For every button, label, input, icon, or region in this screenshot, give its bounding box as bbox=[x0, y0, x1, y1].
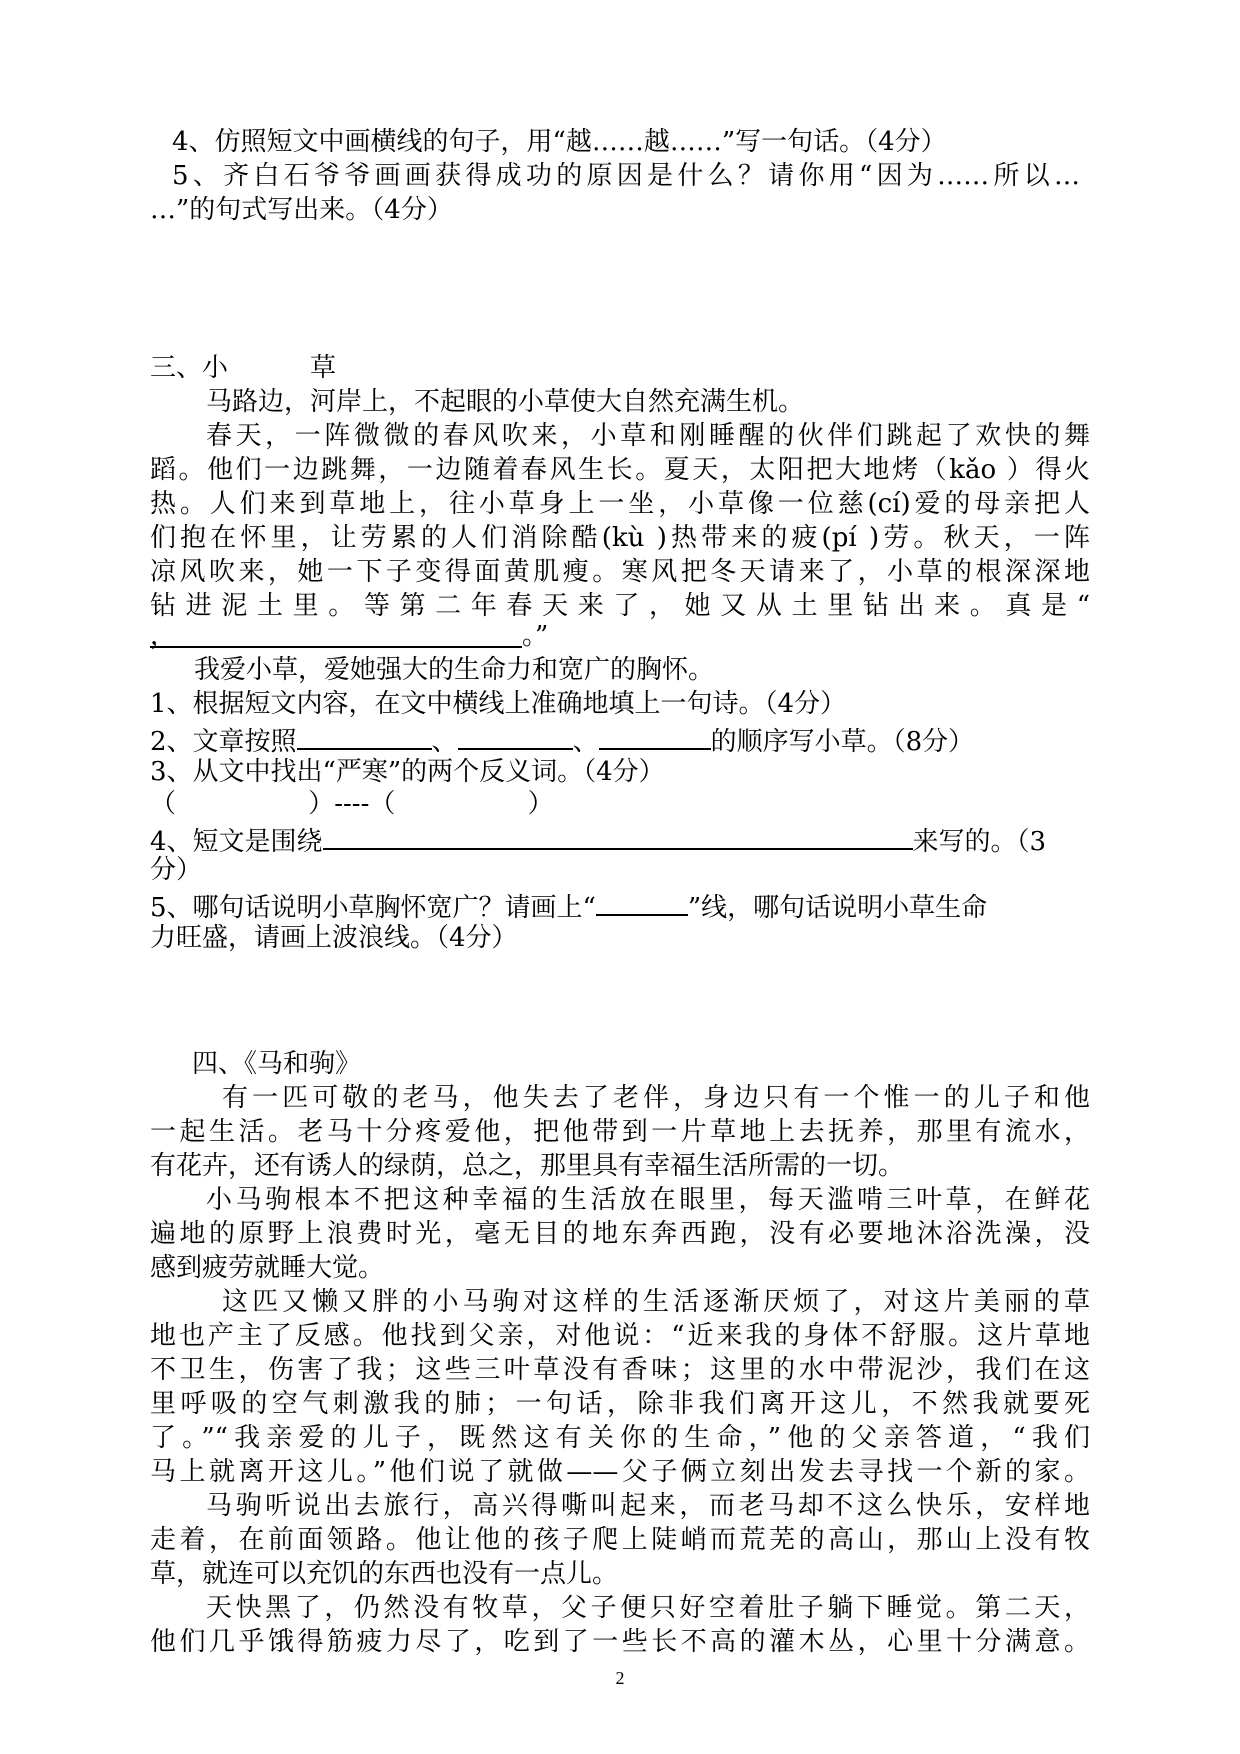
s4-p4-line1: 马驹听说出去旅行，高兴得嘶叫起来，而老马却不这么快乐，安样地 bbox=[206, 1491, 1090, 1521]
s3-p2-line2: 蹈。他们一边跳舞，一边随着春风生长。夏天，太阳把大地烤（kǎo ）得火 bbox=[150, 455, 1090, 485]
s3-question-3: 3、从文中找出“严寒”的两个反义词。（4分） bbox=[150, 757, 665, 787]
s3-heading-part2: 草 bbox=[310, 353, 337, 383]
s4-p3-line1: 这匹又懒又胖的小马驹对这样的生活逐渐厌烦了，对这片美丽的草 bbox=[222, 1287, 1090, 1317]
s4-p5-line1: 天快黑了，仍然没有牧草，父子便只好空着肚子躺下睡觉。第二天， bbox=[206, 1593, 1090, 1623]
s3-question-4-wrap: 分） bbox=[150, 855, 203, 885]
s2-question-5-line1: 5、齐白石爷爷画画获得成功的原因是什么？请你用“因为……所以… bbox=[172, 161, 1080, 191]
s4-p3-line5: 了。”“我亲爱的儿子，既然这有关你的生命，”他的父亲答道，“我们 bbox=[150, 1423, 1090, 1453]
s2-question-5-line2: …”的句式写出来。（4分） bbox=[150, 195, 453, 225]
s4-p3-line3: 不卫生，伤害了我；这些三叶草没有香味；这里的水中带泥沙，我们在这 bbox=[150, 1355, 1090, 1385]
q4-prefix: 4、短文是围绕 bbox=[150, 827, 323, 857]
s4-p4-line2: 走着，在前面领路。他让他的孩子爬上陡峭而荒芜的高山，那山上没有牧 bbox=[150, 1525, 1090, 1555]
s2-question-4: 4、仿照短文中画横线的句子，用“越……越……”写一句话。（4分） bbox=[172, 127, 947, 157]
s3-p2-line1: 春天，一阵微微的春风吹来，小草和刚睡醒的伙伴们跳起了欢快的舞 bbox=[206, 421, 1090, 451]
q2-suffix: 的顺序写小草。（8分） bbox=[710, 727, 975, 757]
s3-p2-line5: 凉风吹来，她一下子变得面黄肌瘦。寒风把冬天请来了，小草的根深深地 bbox=[150, 557, 1090, 587]
q2-separator-2: 、 bbox=[572, 727, 599, 757]
s4-p3-line6: 马上就离开这儿。”他们说了就做——父子俩立刻出发去寻找一个新的家。 bbox=[150, 1457, 1090, 1487]
s3-question-4 bbox=[150, 822, 1046, 858]
s4-p2-line1: 小马驹根本不把这种幸福的生活放在眼里，每天滥啃三叶草，在鲜花 bbox=[206, 1185, 1090, 1215]
s3-heading-part1: 三、小 bbox=[150, 353, 229, 383]
s3-heading bbox=[150, 352, 336, 384]
s4-p2-line3: 感到疲劳就睡大觉。 bbox=[150, 1253, 385, 1283]
q5-suffix: ”线，哪句话说明小草生命 bbox=[687, 893, 988, 923]
q5-prefix: 5、哪句话说明小草胸怀宽广？请画上“ bbox=[150, 893, 596, 923]
q2-blank-1[interactable] bbox=[297, 722, 432, 750]
q4-blank[interactable] bbox=[323, 822, 913, 850]
s3-p2-line6: 钻进泥土里。等第二年春天来了，她又从土里钻出来。真是“ bbox=[150, 591, 1090, 621]
s4-p5-line2: 他们几乎饿得筋疲力尽了，吃到了一些长不高的灌木丛，心里十分满意。 bbox=[150, 1627, 1090, 1657]
s4-heading: 四、《马和驹》 bbox=[192, 1049, 362, 1079]
page-number: 2 bbox=[615, 1668, 625, 1688]
s3-p2-line4: 们抱在怀里，让劳累的人们消除酷(kù )热带来的疲(pí )劳。秋天，一阵 bbox=[150, 523, 1090, 553]
s3-question-5-line2: 力旺盛，请画上波浪线。（4分） bbox=[150, 923, 518, 953]
s3-question-5-line1 bbox=[150, 888, 987, 924]
s3-question-3-blanks[interactable]: （ ）----（ ） bbox=[150, 789, 554, 819]
s3-p2-line7 bbox=[150, 620, 548, 652]
poem-blank-comma: ， bbox=[150, 621, 177, 651]
s3-question-2 bbox=[150, 722, 974, 758]
q2-blank-2[interactable] bbox=[458, 722, 573, 750]
q4-suffix: 来写的。（3 bbox=[912, 827, 1047, 857]
s4-p2-line2: 遍地的原野上浪费时光，毫无目的地东奔西跑，没有必要地沐浴洗澡，没 bbox=[150, 1219, 1090, 1249]
poem-blank-end: 。” bbox=[522, 621, 549, 651]
s3-p2-line3: 热。人们来到草地上，往小草身上一坐，小草像一位慈(cí)爱的母亲把人 bbox=[150, 489, 1090, 519]
q2-prefix: 2、文章按照 bbox=[150, 727, 297, 757]
s3-paragraph-3: 我爱小草，爱她强大的生命力和宽广的胸怀。 bbox=[194, 655, 715, 685]
s4-p3-line4: 里呼吸的空气刺激我的肺；一句话，除非我们离开这儿，不然我就要死 bbox=[150, 1389, 1090, 1419]
s4-p4-line3: 草，就连可以充饥的东西也没有一点儿。 bbox=[150, 1559, 619, 1589]
s4-p3-line2: 地也产主了反感。他找到父亲，对他说：“近来我的身体不舒服。这片草地 bbox=[150, 1321, 1090, 1351]
s4-p1-line1: 有一匹可敬的老马，他失去了老伴，身边只有一个惟一的儿子和他 bbox=[222, 1083, 1090, 1113]
s3-paragraph-1: 马路边，河岸上，不起眼的小草使大自然充满生机。 bbox=[206, 387, 805, 417]
s4-p1-line2: 一起生活。老马十分疼爱他，把他带到一片草地上去抚养，那里有流水， bbox=[150, 1117, 1090, 1147]
q5-underline-sample bbox=[596, 888, 688, 916]
q2-blank-3[interactable] bbox=[599, 722, 711, 750]
s4-p1-line3: 有花卉，还有诱人的绿荫，总之，那里具有幸福生活所需的一切。 bbox=[150, 1151, 905, 1181]
s3-question-1: 1、根据短文内容，在文中横线上准确地填上一句诗。（4分） bbox=[150, 689, 847, 719]
poem-fill-blank[interactable] bbox=[150, 620, 522, 651]
q2-separator-1: 、 bbox=[431, 727, 458, 757]
